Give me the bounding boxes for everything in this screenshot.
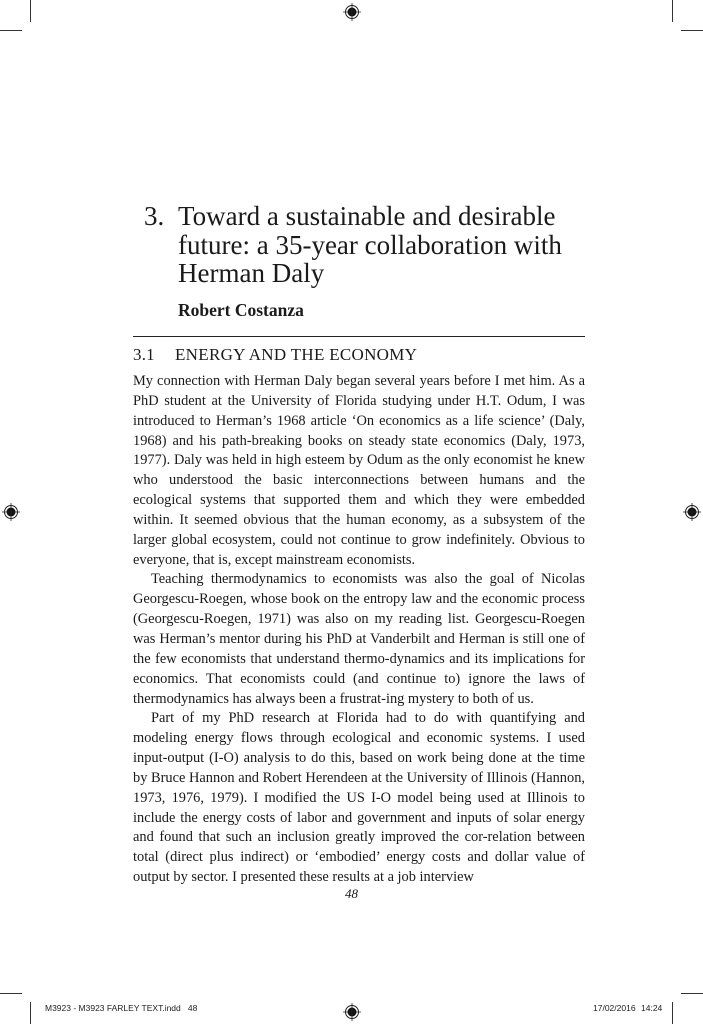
chapter-number: 3. xyxy=(144,201,165,231)
crop-mark-bottom-left-h xyxy=(0,993,22,994)
paragraph: My connection with Herman Daly began several years before I met him. As a PhD student at the University of Florida studying under H.T. Odum, I was introduced to Herman’s 1968 article ‘On economics as a life science’ (Daly, 1968) and his path-breaking books on steady state economics (Daly, 1973, 1977). Daly was held in high esteem by Odum as the only economist he knew who understood the basic interconnections between humans and the ecological systems that supported them and which they were embedded within. It seemed obvious that the human economy, as a subsystem of the larger global ecosystem, could not continue to grow indefinitely. Obvious to everyone, that is, except mainstream economists. xyxy=(133,373,585,568)
section-number: 3.1 xyxy=(133,345,155,364)
slug-date: 17/02/2016 xyxy=(593,1003,636,1013)
body-text xyxy=(133,372,585,888)
paragraph: Teaching thermodynamics to economists was also the goal of Nicolas Georgescu-Roegen, whose book on the entropy law and the economic process (Georgescu-Roegen, 1971) was also on my reading list. Georgescu-Roegen was Herman’s mentor during his PhD at Vanderbilt and Herman is still one of the few economists that understand thermo-dynamics and its implications for economics. That economists could (and continue to) ignore the laws of thermodynamics has always been a frustrat-ing mystery to both of us. xyxy=(133,571,585,707)
crop-mark-top-left-h xyxy=(0,30,22,31)
registration-target-icon xyxy=(2,503,20,521)
slug-file: M3923 - M3923 FARLEY TEXT.indd 48 xyxy=(45,1003,198,1013)
crop-mark-bottom-right-v xyxy=(672,1002,673,1024)
chapter-author: Robert Costanza xyxy=(178,300,304,320)
chapter-title: Toward a sustainable and desirable future: a 35-year collaboration with Herman Daly xyxy=(178,201,562,288)
page-number: 48 xyxy=(345,886,358,901)
crop-mark-top-right-v xyxy=(672,0,673,22)
paragraph: Part of my PhD research at Florida had to do with quantifying and modeling energy flows through ecological and economic systems. I used input-output (I-O) analysis to do this, based on work being done at the time by Bruce Hannon and Robert Herendeen at the University of Illinois (Hannon, 1973, 1976, 1979). I modified the US I-O model being used at Illinois to include the energy costs of labor and government and inputs of solar energy and found that such an inclusion greatly improved the cor-relation between total (direct plus indirect) or ‘embodied’ energy costs and dollar value of output by sector. I presented these results at a job interview xyxy=(133,710,585,886)
slug-time: 14:24 xyxy=(641,1003,663,1013)
crop-mark-top-left-v xyxy=(30,0,31,22)
crop-mark-top-right-h xyxy=(681,30,703,31)
crop-mark-bottom-left-v xyxy=(30,1002,31,1024)
crop-mark-bottom-right-h xyxy=(681,993,703,994)
registration-target-icon xyxy=(343,1003,361,1021)
section-title: ENERGY AND THE ECONOMY xyxy=(175,345,418,364)
registration-target-icon xyxy=(343,3,361,21)
registration-target-icon xyxy=(683,503,701,521)
title-rule xyxy=(133,336,585,337)
